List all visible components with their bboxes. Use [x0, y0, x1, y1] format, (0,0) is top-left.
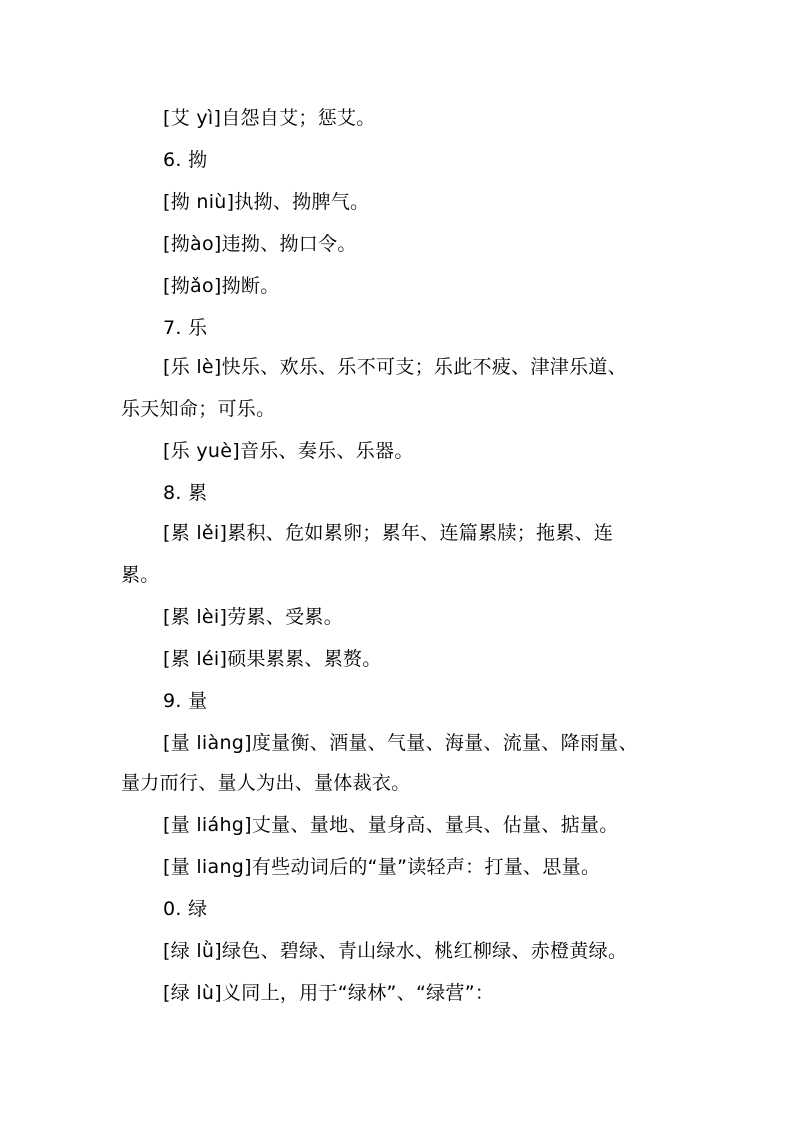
entry-liang-liang2: [量 liáhg]丈量、量地、量身高、量具、估量、掂量。 — [163, 814, 619, 836]
entry-ao-ao4: [拗ào]违拗、拗口令。 — [163, 233, 357, 255]
entry-ao-ao3: [拗ǎo]拗断。 — [163, 275, 280, 297]
entry-ai-yi: [艾 yì]自怨自艾；惩艾。 — [163, 107, 376, 129]
entry-lv-lv4: [绿 lǜ]绿色、碧绿、青山绿水、桃红柳绿、赤橙黄绿。 — [163, 940, 628, 962]
heading-9-liang: 9. 量 — [163, 690, 208, 712]
entry-lei-lei2: [累 léi]硕果累累、累赘。 — [163, 648, 382, 670]
heading-0-lv: 0. 绿 — [163, 898, 208, 920]
entry-ao-niu: [拗 niù]执拗、拗脾气。 — [163, 191, 370, 213]
entry-liang-liang4: [量 liàng]度量衡、酒量、气量、海量、流量、降雨量、 — [163, 732, 638, 754]
entry-le-le-cont: 乐天知命；可乐。 — [121, 398, 276, 420]
entry-liang-neutral: [量 liang]有些动词后的“量”读轻声：打量、思量。 — [163, 856, 601, 878]
entry-liang-liang4-cont: 量力而行、量人为出、量体裁衣。 — [121, 772, 411, 794]
heading-8-lei: 8. 累 — [163, 482, 208, 504]
entry-lei-lei3-cont: 累。 — [121, 564, 160, 586]
heading-7-le: 7. 乐 — [163, 317, 208, 339]
entry-le-le: [乐 lè]快乐、欢乐、乐不可支；乐此不疲、津津乐道、 — [163, 356, 627, 378]
entry-lei-lei3: [累 lěi]累积、危如累卵；累年、连篇累牍；拖累、连 — [163, 522, 614, 544]
entry-lei-lei4: [累 lèi]劳累、受累。 — [163, 606, 344, 628]
heading-6-ao: 6. 拗 — [163, 149, 208, 171]
entry-le-yue: [乐 yuè]音乐、奏乐、乐器。 — [163, 440, 414, 462]
entry-lv-lu4: [绿 lù]义同上，用于“绿林”、“绿营”： — [163, 982, 495, 1004]
